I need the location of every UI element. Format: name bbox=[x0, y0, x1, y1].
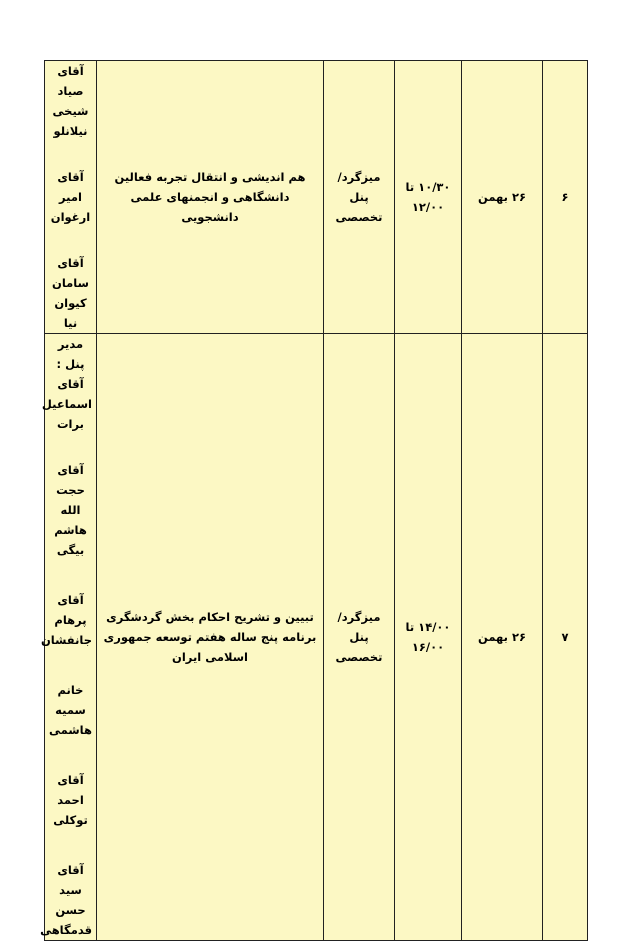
row-topic bbox=[97, 334, 324, 941]
speaker bbox=[49, 460, 92, 560]
row-type bbox=[324, 334, 395, 941]
speaker-name-line: قدمگاهی bbox=[40, 923, 92, 937]
speaker-name-line: آقای امیر ارغوان bbox=[50, 170, 91, 224]
topic-line: تبیین و تشریح احکام بخش گردشگری bbox=[106, 610, 314, 624]
topic-line: برنامه پنج ساله هفتم توسعه جمهوری bbox=[103, 630, 317, 644]
type-line: میزگرد/ bbox=[337, 170, 381, 184]
time-line: ۱۴/۰۰ تا bbox=[405, 620, 451, 634]
speaker-name-line: آقای پرهام bbox=[54, 593, 87, 627]
table-row bbox=[45, 334, 588, 941]
row-topic bbox=[97, 61, 324, 334]
topic-line: اسلامی ایران bbox=[172, 650, 248, 664]
speaker-name-line: آقای سید حسن bbox=[55, 863, 86, 917]
row-time bbox=[395, 334, 462, 941]
type-line: پنل bbox=[349, 190, 369, 204]
schedule-table bbox=[40, 60, 588, 941]
topic-line: دانشگاهی و انجمنهای علمی دانشجویی bbox=[130, 190, 290, 224]
speaker bbox=[49, 167, 92, 227]
time-line: ۱۲/۰۰ bbox=[411, 200, 445, 214]
speaker bbox=[40, 590, 92, 650]
type-line: پنل bbox=[349, 630, 369, 644]
speaker-list bbox=[40, 334, 92, 940]
speaker-name-line: کیوان نیا bbox=[54, 296, 87, 330]
speaker-name-line: آقای سامان bbox=[52, 256, 89, 290]
topic-line: هم اندیشی و انتقال تجربه فعالین bbox=[114, 170, 306, 184]
speaker bbox=[49, 770, 92, 830]
row-date: ۲۶ بهمن bbox=[462, 61, 543, 334]
type-line: میزگرد/ bbox=[337, 610, 381, 624]
time-line: ۱۰/۳۰ تا bbox=[405, 180, 451, 194]
table-row bbox=[45, 61, 588, 334]
panel-moderator bbox=[41, 334, 92, 434]
row-number: ۷ bbox=[543, 334, 588, 941]
row-type bbox=[324, 61, 395, 334]
speaker-name-line: مدیر پنل : bbox=[56, 337, 85, 371]
speaker-name-line: نیلانلو bbox=[53, 124, 88, 138]
speaker bbox=[49, 253, 92, 333]
row-time bbox=[395, 61, 462, 334]
speaker bbox=[49, 61, 92, 141]
speaker-name-line: آقای احمد توکلی bbox=[53, 773, 88, 827]
row-speakers bbox=[40, 334, 97, 941]
speaker-name-line: هاشم بیگی bbox=[54, 523, 87, 557]
type-line: تخصصی bbox=[335, 650, 383, 664]
speaker-name-line: جانفشان bbox=[40, 633, 92, 647]
time-line: ۱۶/۰۰ bbox=[411, 640, 445, 654]
row-date: ۲۶ بهمن bbox=[462, 334, 543, 941]
speaker-name-line: خانم سمیه هاشمی bbox=[49, 683, 92, 737]
speaker bbox=[49, 680, 92, 740]
speaker-name-line: آقای حجت الله bbox=[56, 463, 85, 517]
speaker-list bbox=[49, 61, 92, 333]
row-number: ۶ bbox=[543, 61, 588, 334]
speaker bbox=[40, 860, 92, 940]
type-line: تخصصی bbox=[335, 210, 383, 224]
speaker-name-line: آقای صیاد شیخی bbox=[52, 64, 89, 118]
speaker-name-line: آقای اسماعیل برات bbox=[41, 377, 92, 431]
row-speakers bbox=[45, 61, 97, 334]
